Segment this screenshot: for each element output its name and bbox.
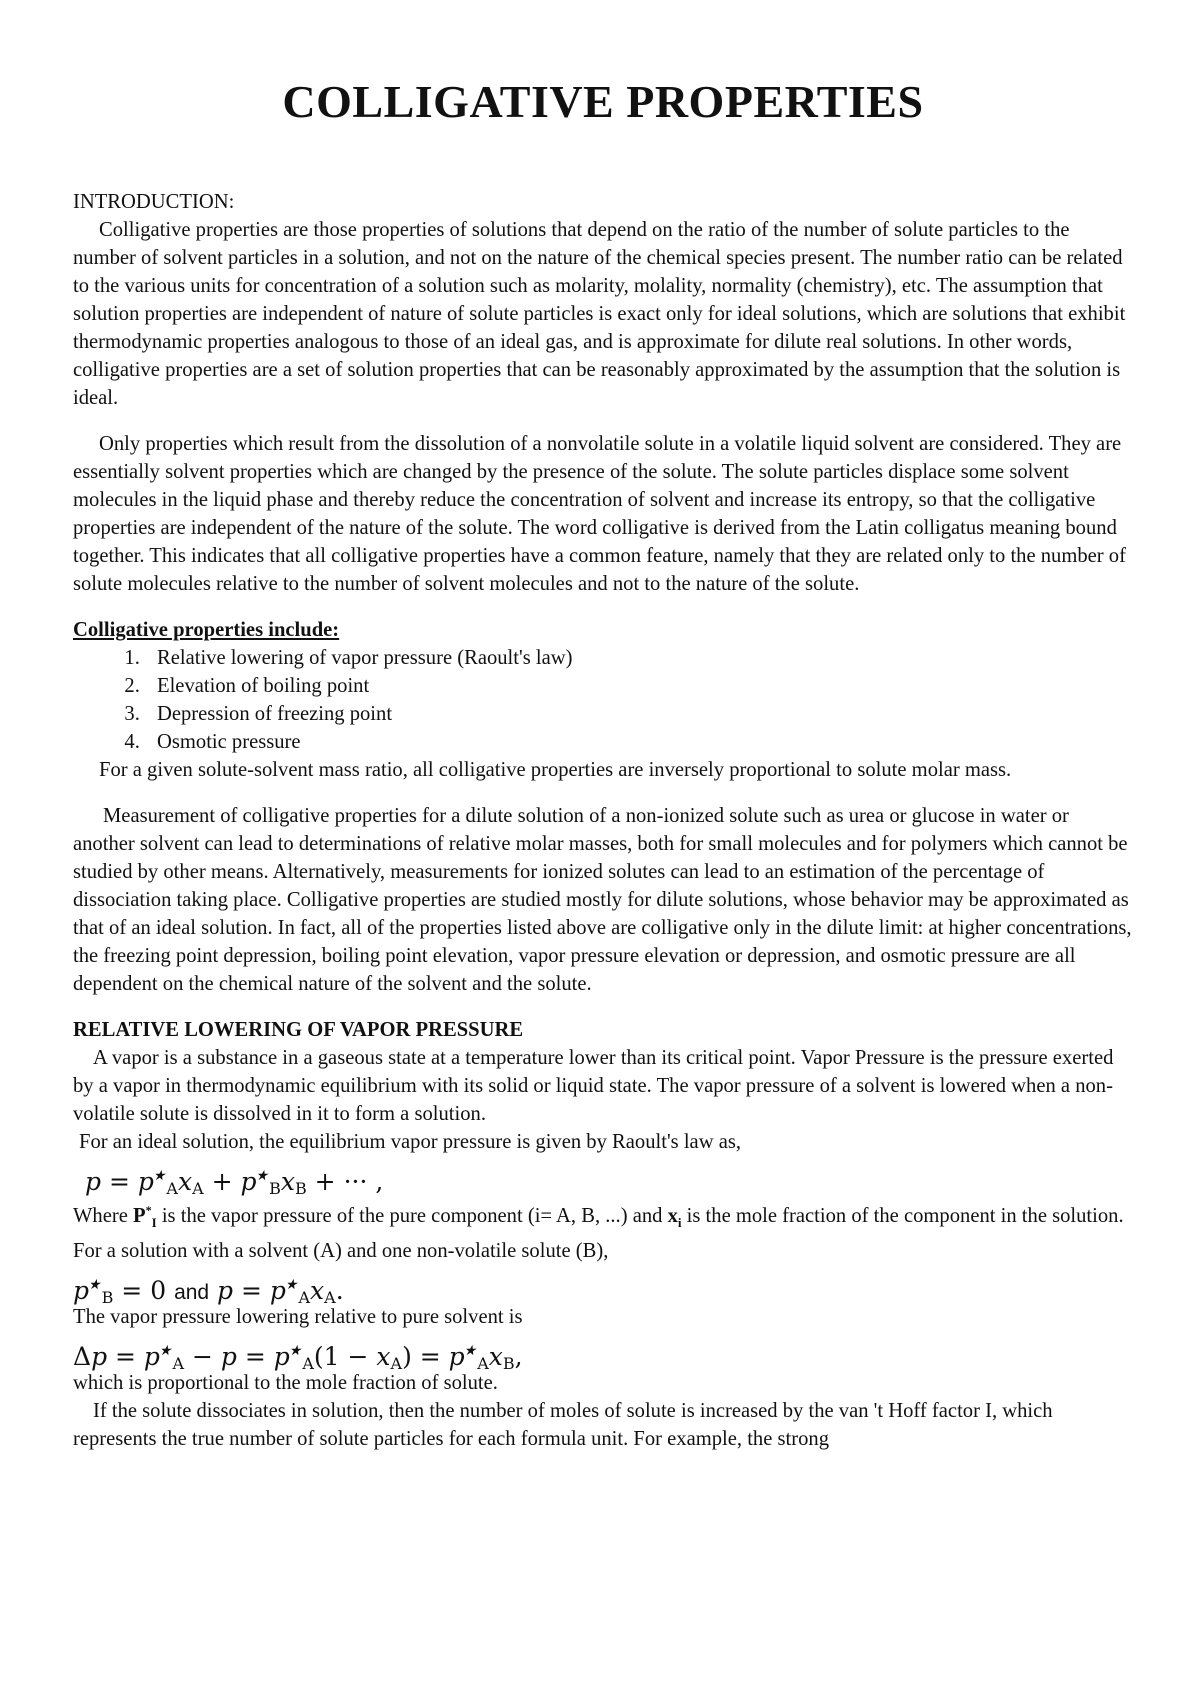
where-text: Where $P^*_I$ is the vapor pressure of the pure component (i= A, B, ...) and $x_i$ is the mole fraction of the component in the solution. <box>73 1203 1124 1230</box>
intro-label: INTRODUCTION: <box>73 191 235 213</box>
colligative-list <box>73 644 1133 756</box>
intro-paragraph-1: Colligative properties are those properties of solutions that depend on the ratio of the number of solute particles to the number of solvent particles in a solution, and not on the nature of the chemical species present. The number ratio can be related to the various units for concentration of a solution such as molarity, molality, normality (chemistry), etc. The assumption that solution properties are independent of nature of solute particles is exact only for ideal solutions, which are solutions that exhibit thermodynamic properties analogous to those of an ideal gas, and is approximate for dilute real solutions. In other words, colligative properties are a set of solution properties that can be reasonably approximated by the assumption that the solution is ideal. <box>73 219 1126 409</box>
intro-paragraph-2: Only properties which result from the dissolution of a nonvolatile solute in a volatile liquid solvent are considered. They are essentially solvent properties which are changed by the presence of the solute. The solute particles displace some solvent molecules in the liquid phase and thereby reduce the concentration of solvent and increase its entropy, so that the colligative properties are independent of the nature of the solute. The word colligative is derived from the Latin colligatus meaning bound together. This indicates that all colligative properties have a common feature, namely that they are related only to the number of solute molecules relative to the number of solvent molecules and not to the nature of the solute. <box>73 433 1126 595</box>
rlvp-paragraph-2: For an ideal solution, the equilibrium vapor pressure is given by Raoult's law as, <box>79 1131 742 1153</box>
lowering-equation: $\Delta p = p^★_A - p = p^★_A(1 - x_A) = p^★_Ax_B$, <box>73 1341 523 1373</box>
document-body <box>73 188 1133 1453</box>
includes-heading: Colligative properties include: <box>73 619 340 641</box>
list-item: 3. Depression of freezing point <box>145 700 1133 728</box>
measurement-paragraph: Measurement of colligative properties for a dilute solution of a non-ionized solute such as urea or glucose in water or another solvent can lead to determinations of relative molar masses, both for small molecules and for polymers which cannot be studied by other means. Alternatively, measurements for ionized solutes can lead to an estimation of the percentage of dissociation taking place. Colligative properties are studied mostly for dilute solutions, whose behavior may be approximated as that of an ideal solution. In fact, all of the properties listed above are colligative only in the dilute limit: at higher concentrations, the freezing point depression, boiling point elevation, vapor pressure elevation or depression, and osmotic pressure are all dependent on the chemical nature of the solvent and the solute. <box>73 805 1132 995</box>
raoult-law-equation: $p = p^★_Ax_A + p^★_Bx_B$ + ··· , <box>85 1167 384 1198</box>
page-title: COLLIGATIVE PROPERTIES <box>282 76 924 127</box>
rlvp-paragraph-4: The vapor pressure lowering relative to pure solvent is <box>73 1305 523 1328</box>
rlvp-paragraph-6: If the solute dissociates in solution, then the number of moles of solute is increased by the van 't Hoff factor I, which represents the true number of solute particles for each formula unit. For example, the strong <box>73 1399 1053 1450</box>
nonvolatile-equation: $p^★_B = 0$ and $p = p^★_Ax_A$. <box>73 1275 344 1307</box>
rlvp-paragraph-1: A vapor is a substance in a gaseous state at a temperature lower than its critical point. Vapor Pressure is the pressure exerted by a vapor in thermodynamic equilibrium with its solid or liquid state. The vapor pressure of a solvent is lowered when a non-volatile solute is dissolved in it to form a solution. <box>73 1047 1114 1125</box>
rlvp-paragraph-5: which is proportional to the mole fraction of solute. <box>73 1371 498 1394</box>
list-item: 2. Elevation of boiling point <box>145 672 1133 700</box>
list-item: 4. Osmotic pressure <box>145 728 1133 756</box>
list-item: 1. Relative lowering of vapor pressure (Raoult's law) <box>145 644 1133 672</box>
includes-after-text: For a given solute-solvent mass ratio, all colligative properties are inversely proportional to solute molar mass. <box>99 759 1012 781</box>
rlvp-heading: RELATIVE LOWERING OF VAPOR PRESSURE <box>73 1019 524 1041</box>
rlvp-paragraph-3: For a solution with a solvent (A) and one non-volatile solute (B), <box>73 1239 609 1262</box>
